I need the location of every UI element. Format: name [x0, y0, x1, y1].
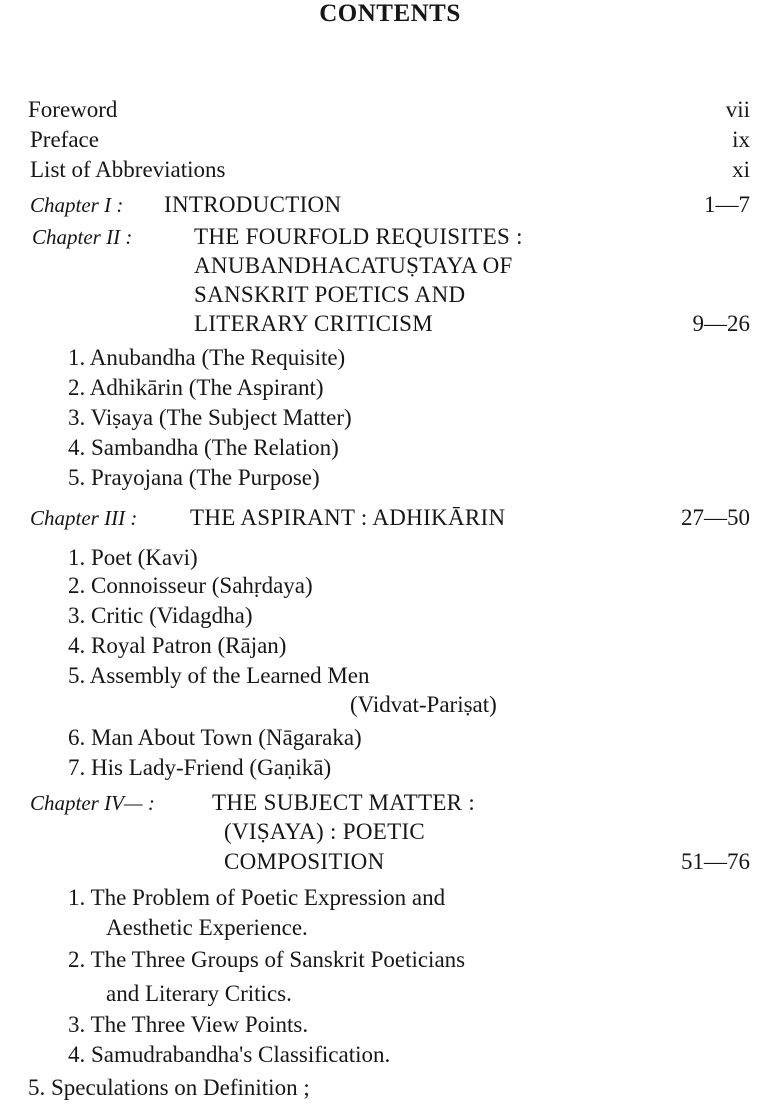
toc-entry-abbreviations: List of Abbreviations	[30, 157, 226, 182]
section-item: 3. The Three View Points.	[68, 1012, 309, 1037]
section-item: 1. The Problem of Poetic Expression and	[68, 885, 446, 910]
page-range: 1—7	[704, 192, 750, 217]
page-range: 51—76	[681, 849, 750, 874]
chapter-title: THE ASPIRANT : ADHIKĀRIN	[190, 505, 506, 530]
section-item: 4. Samudrabandha's Classification.	[68, 1042, 391, 1067]
section-item: 4. Sambandha (The Relation)	[68, 435, 339, 460]
section-item: 6. Man About Town (Nāgaraka)	[68, 725, 362, 750]
chapter-title: LITERARY CRITICISM	[194, 311, 434, 336]
section-item-continuation: Aesthetic Experience.	[106, 915, 308, 940]
section-item: 5. Speculations on Definition ;	[28, 1075, 310, 1100]
page-number: vii	[725, 97, 750, 122]
section-item: 4. Royal Patron (Rājan)	[68, 633, 287, 658]
chapter-title: ANUBANDHACATUṢTAYA OF	[194, 253, 513, 278]
chapter-label: Chapter IV— :	[30, 791, 155, 815]
section-item: 3. Critic (Vidagdha)	[68, 603, 253, 628]
page-range: 9—26	[692, 311, 750, 336]
page-number: xi	[732, 157, 750, 182]
chapter-title: COMPOSITION	[224, 849, 385, 874]
chapter-title: THE FOURFOLD REQUISITES :	[194, 224, 523, 249]
section-item: 2. The Three Groups of Sanskrit Poeticians	[68, 947, 466, 972]
chapter-title: INTRODUCTION	[164, 192, 342, 217]
page-title: CONTENTS	[319, 0, 461, 27]
chapter-title: SANSKRIT POETICS AND	[194, 282, 466, 307]
section-item: 2. Connoisseur (Sahṛdaya)	[68, 573, 313, 598]
toc-entry-preface: Preface	[30, 127, 99, 152]
section-item: 7. His Lady-Friend (Gaṇikā)	[68, 755, 332, 780]
toc-entry-foreword: Foreword	[28, 97, 118, 122]
section-item: 1. Poet (Kavi)	[68, 545, 198, 570]
section-item-continuation: and Literary Critics.	[106, 981, 292, 1006]
section-item: 2. Adhikārin (The Aspirant)	[68, 375, 324, 400]
chapter-label: Chapter I :	[30, 193, 124, 217]
chapter-title: (VIṢAYA) : POETIC	[224, 819, 426, 844]
section-item: 5. Prayojana (The Purpose)	[68, 465, 320, 490]
page-range: 27—50	[681, 505, 750, 530]
chapter-title: THE SUBJECT MATTER :	[212, 790, 476, 815]
chapter-label: Chapter III :	[30, 506, 138, 530]
page-number: ix	[732, 127, 750, 152]
section-item-continuation: (Vidvat-Pariṣat)	[350, 692, 497, 717]
section-item: 5. Assembly of the Learned Men	[68, 663, 370, 688]
section-item: 3. Viṣaya (The Subject Matter)	[68, 405, 352, 430]
section-item: 1. Anubandha (The Requisite)	[68, 345, 346, 370]
chapter-label: Chapter II :	[32, 225, 133, 249]
